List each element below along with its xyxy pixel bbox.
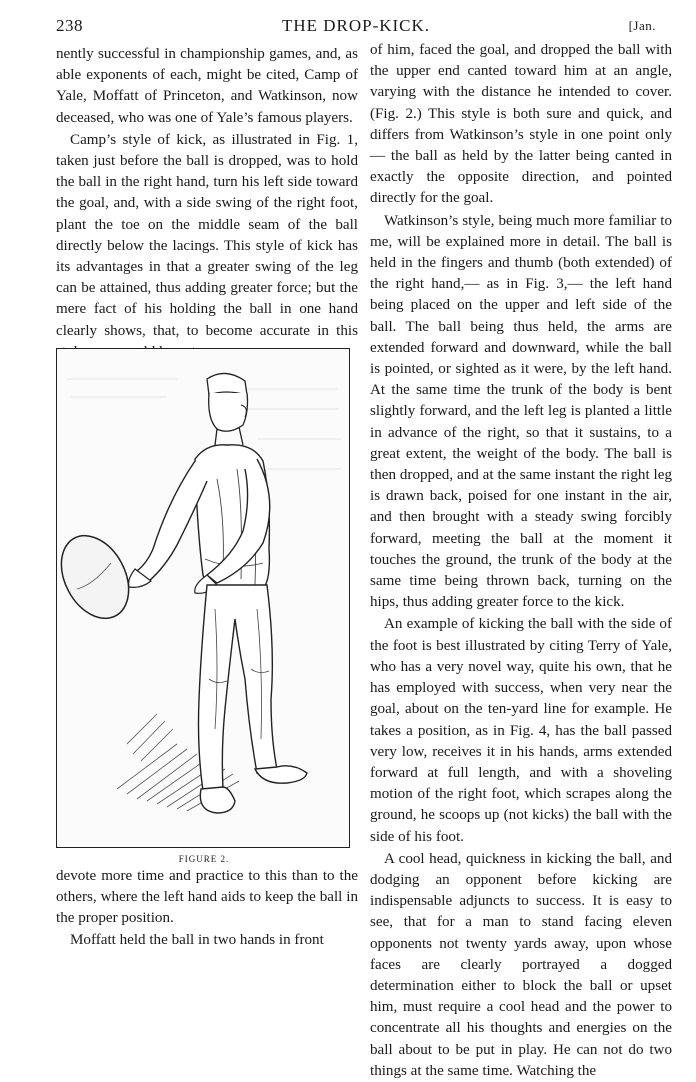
paragraph: Watkinson’s style, being much more familiar to me, will be explained more in detail. The ball is held in the fingers and thumb (both extended) of the right hand,— as in Fig. 3,— the left hand being placed on the upper and left side of the ball. The ball being thus held, the arms are extended forward and downward, while the ball is pointed, or sighted as it were, by the left hand. At the same time the trunk of the body is bent slightly forward, and the left leg is planted a little in advance of the right, so that it sustains, to a great extent, the weight of the body. The ball is then dropped, and at the same instant the right leg is drawn back, poised for one instant in the air, and then brought with a steady swing forcibly forward, meeting the ball at the moment it touches the ground, the trunk of the body at the same time being thrown back, turning on the hips, thus adding greater force to the kick. [370,212,672,611]
running-title: THE DROP-KICK. [281,16,431,35]
header-month: [Jan. [628,18,656,33]
paragraph: of him, faced the goal, and dropped the ball with the upper end canted toward him at an angle, varying with the distance he intended to cover. (Fig. 2.) This style is both sure and quick, and differs from Watkinson’s style in one point only — the ball as held by the latter being canted in exactly the opposite direction, and pointed directly for the goal. [370,42,672,207]
figure-illustration [56,348,350,848]
paragraph: devote more time and practice to this than to the others, where the left hand aids to keep the ball in the proper position. [56,868,358,927]
paragraph: Moffatt held the ball in two hands in front [70,931,324,948]
paragraph: An example of kicking the ball with the side of the foot is best illustrated by citing Terry of Yale, who has a very novel way, quite his own, that he has employed with success, when very near the goal, about on the ten-yard line for example. He takes a position, as in Fig. 4, has the ball passed very low, receives it in his hands, arms extended forward at full length, and with a shoveling motion of the right foot, which scrapes along the ground, he scoops up (not kicks) the ball with the side of his foot. [370,616,672,845]
paragraph: nently successful in championship games, and, as able exponents of each, might be cited, Camp of Yale, Moffatt of Princeton, and Watkinson, now deceased, who was one of Yale’s famous players. [56,46,358,126]
running-header [56,16,656,40]
left-column-continued [56,866,358,951]
paragraph: A cool head, quickness in kicking the ball, and dodging an opponent before kicking are indispensable adjuncts to success. It is easy to see, that for a man to stand facing eleven opponents not twenty yards away, upon whose faces are clearly portrayed a dogged determination either to block the ball or upset him, must require a cool head and the power to concentrate all his thoughts and energies on the ball about to be put in play. He can not do two things at the same time. Watching the [370,850,672,1079]
left-column [56,44,358,363]
figure-caption: FIGURE 2. [178,854,230,864]
paragraph: Camp’s style of kick, as illustrated in Fig. 1, taken just before the ball is dropped, was to hold the ball in the right hand, turn his left side toward the goal, and, with a side swing of the right foot, plant the toe on the middle seam of the ball directly below the lacings. This style of kick has its advantages in that a greater swing of the leg can be attained, thus adding greater force; but the mere fact of his holding the ball in one hand clearly shows, that, to become accurate in this [56,131,358,339]
right-column [370,40,672,1082]
figure-2 [56,340,352,864]
page-number: 238 [56,16,83,35]
football-player-illustration [57,349,348,846]
